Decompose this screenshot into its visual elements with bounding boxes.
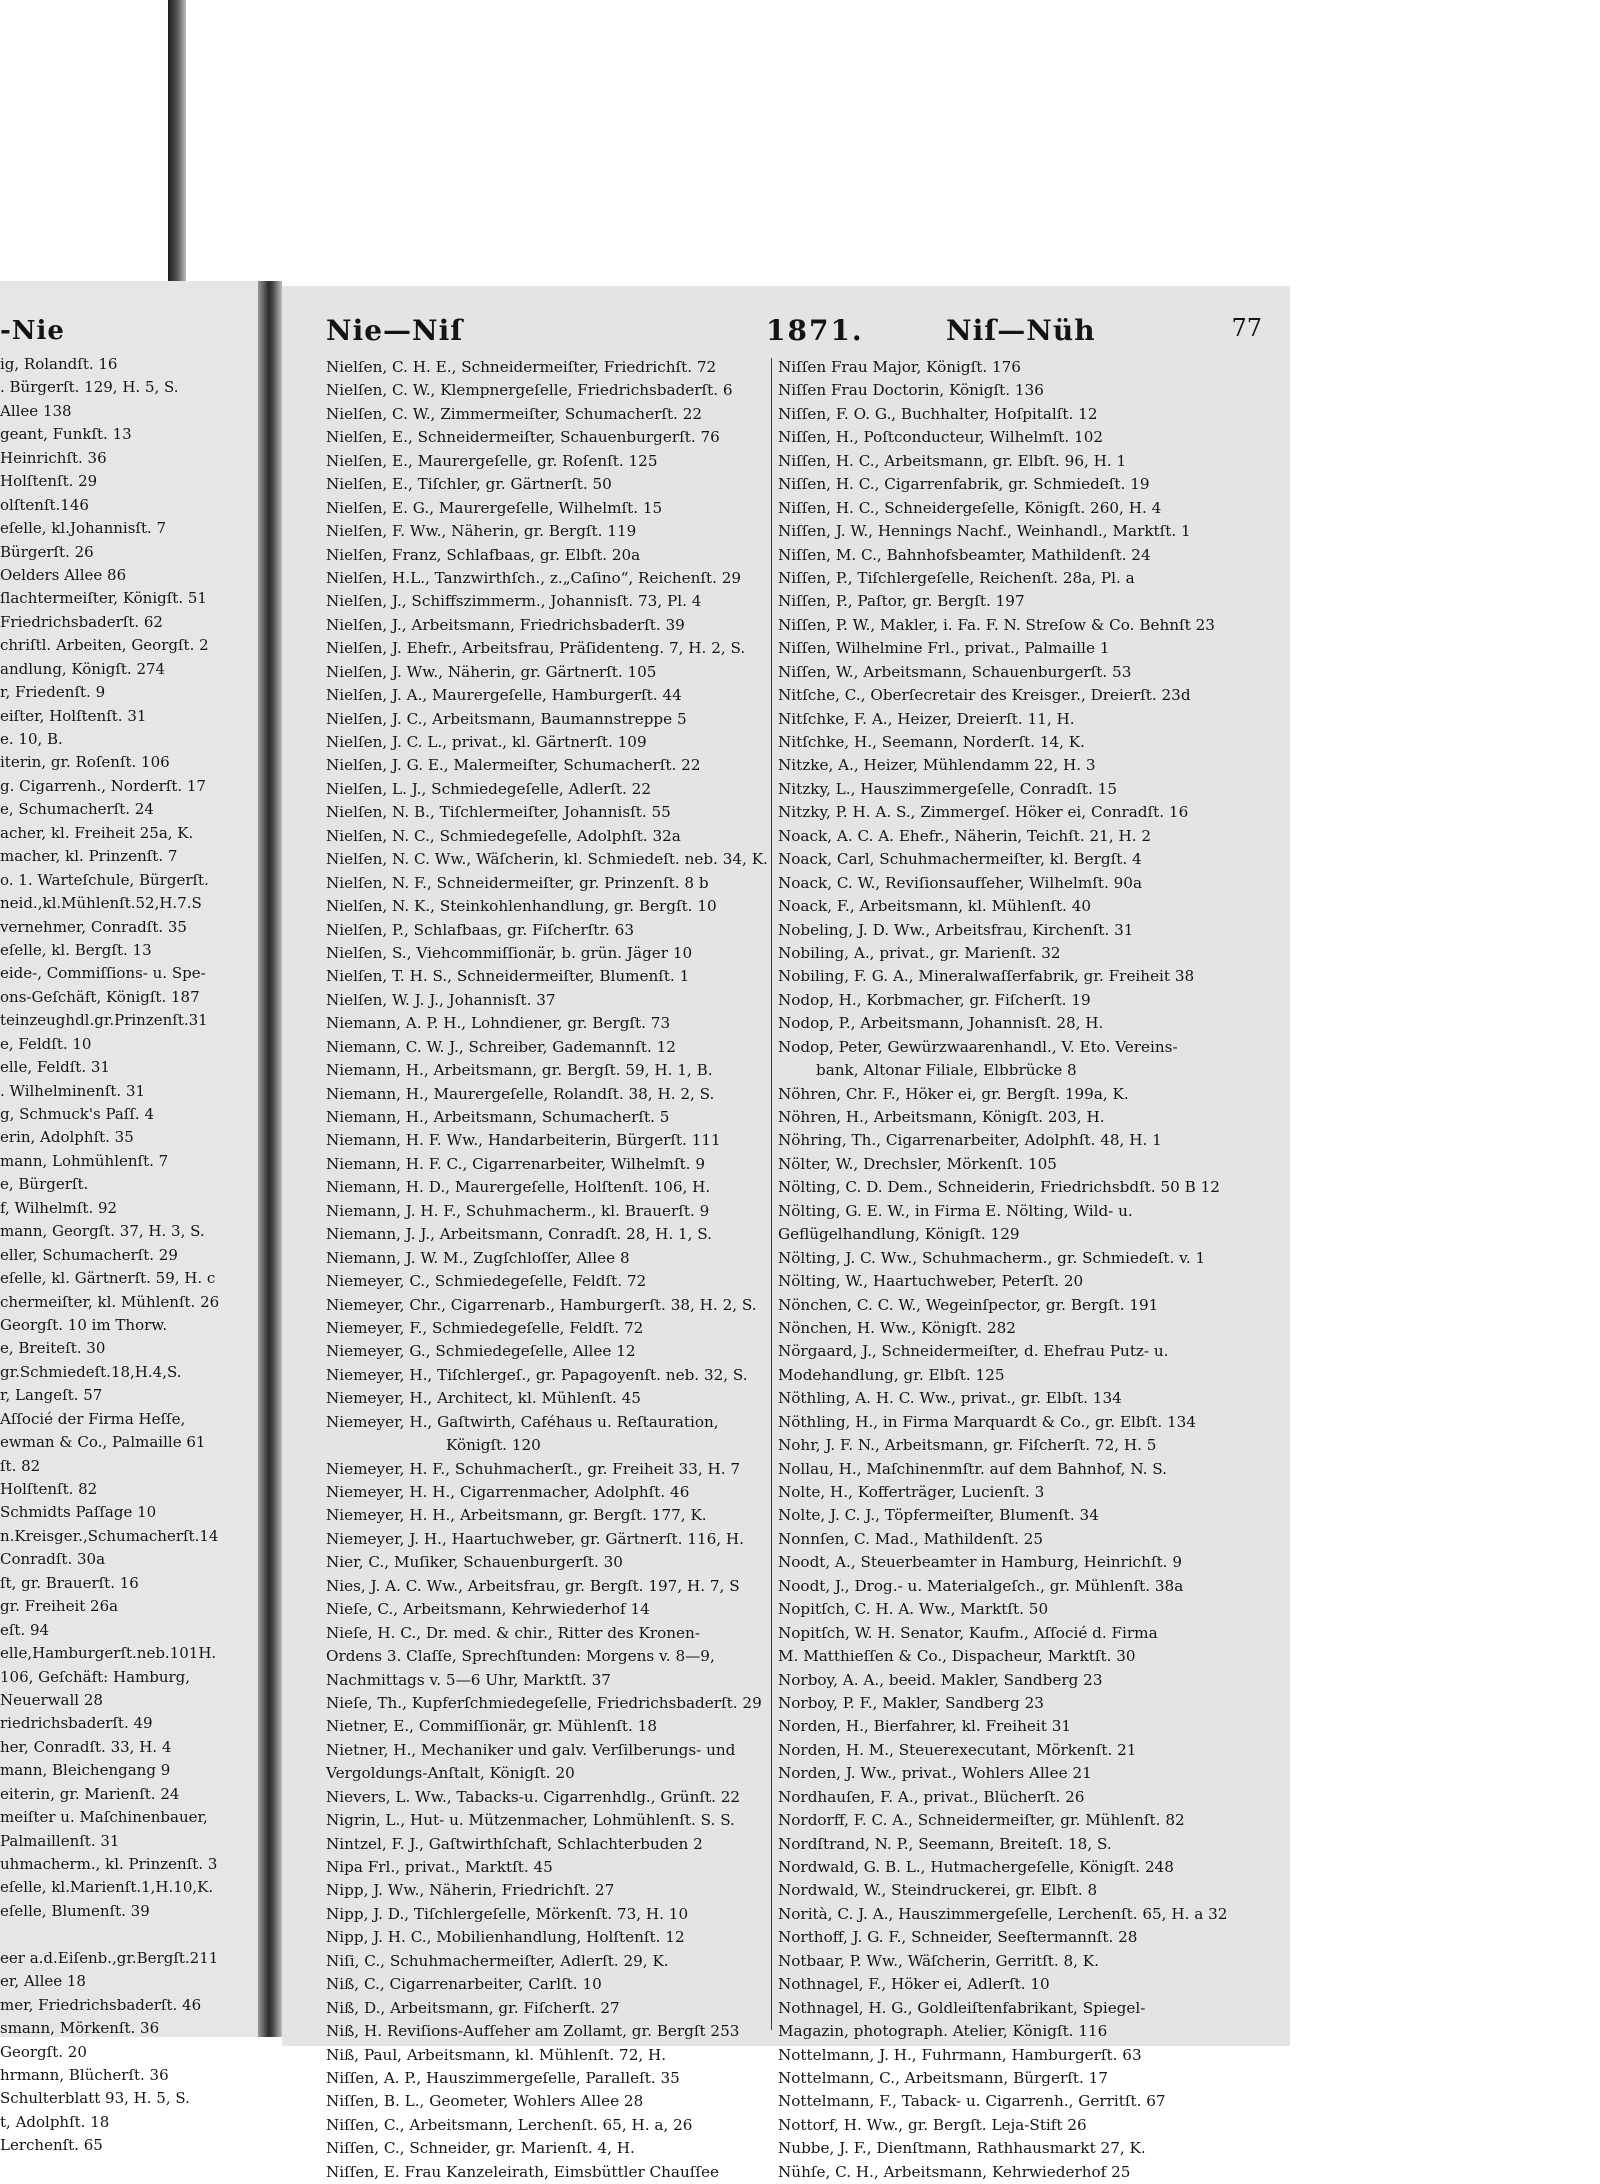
directory-entry: Nohr, J. F. N., Arbeitsmann, gr. Fiſcherſt. 72, H. 5 (778, 1436, 1157, 1455)
directory-entry: Niſi, C., Schuhmachermeiſter, Adlerſt. 29, K. (326, 1951, 669, 1970)
directory-entry: Nielſen, N. F., Schneidermeiſter, gr. Prinzenſt. 8 b (326, 873, 709, 892)
directory-entry: Nordwald, W., Steindruckerei, gr. Elbſt. 8 (778, 1881, 1098, 1900)
previous-page-line: acher, kl. Freiheit 25a, K. (0, 823, 194, 842)
previous-page-line: uhmacherm., kl. Prinzenſt. 3 (0, 1855, 218, 1873)
previous-page-line: eiterin, gr. Marienſt. 24 (0, 1784, 180, 1803)
directory-entry: Nitſche, C., Oberſecretair des Kreisger., Dreierſt. 23d (778, 686, 1191, 705)
previous-page-line: Schmidts Paſſage 10 (0, 1503, 157, 1522)
directory-entry: Niemeyer, Chr., Cigarrenarb., Hamburgerſt. 38, H. 2, S. (326, 1295, 757, 1314)
previous-page-line (0, 1923, 260, 1946)
previous-page-line: meiſter u. Maſchinenbauer, (0, 1808, 208, 1827)
directory-entry: Nottorf, H. Ww., gr. Bergſt. Leja-Stift 26 (778, 2115, 1087, 2134)
directory-entry: Nitſchke, F. A., Heizer, Dreierſt. 11, H. (778, 709, 1075, 728)
directory-entry: Niemann, H., Arbeitsmann, gr. Bergſt. 59, H. 1, B. (326, 1061, 713, 1080)
directory-entry: Ordens 3. Claſſe, Sprechſtunden: Morgens v. 8—9, (326, 1647, 715, 1666)
directory-entry: Noack, C. W., Reviſionsaufſeher, Wilhelmſt. 90a (778, 873, 1143, 892)
previous-page-line: ons-Geſchäft, Königſt. 187 (0, 987, 200, 1006)
directory-entry: Niſſen, W., Arbeitsmann, Schauenburgerſt. 53 (778, 662, 1132, 681)
directory-entry: Königſt. 120 (446, 1436, 541, 1455)
previous-page-line: riedrichsbaderſt. 49 (0, 1714, 153, 1733)
previous-page-line: ſt, gr. Brauerſt. 16 (0, 1573, 139, 1592)
previous-page-line: iterin, gr. Roſenſt. 106 (0, 753, 170, 772)
directory-entry: Nöthling, H., in Firma Marquardt & Co., gr. Elbſt. 134 (778, 1412, 1196, 1431)
directory-entry: Niſſen, Wilhelmine Frl., privat., Palmaille 1 (778, 639, 1110, 658)
previous-page-line: teinzeughdl.gr.Prinzenſt.31 (0, 1011, 208, 1030)
directory-entry: Nollau, H., Maſchinenmſtr. auf dem Bahnhof, N. S. (778, 1459, 1167, 1478)
directory-entry: Nonnſen, C. Mad., Mathildenſt. 25 (778, 1529, 1043, 1548)
directory-entry: Niemann, H. D., Maurergeſelle, Holſtenſt. 106, H. (326, 1178, 711, 1197)
previous-page-line: vernehmer, Conradſt. 35 (0, 917, 187, 936)
directory-entry: Nitzky, P. H. A. S., Zimmergeſ. Höker ei, Conradſt. 16 (778, 803, 1189, 822)
directory-entry: Niß, D., Arbeitsmann, gr. Fiſcherſt. 27 (326, 1998, 620, 2017)
directory-entry: Nielſen, N. B., Tiſchlermeiſter, Johannisſt. 55 (326, 803, 671, 822)
previous-page-line: e. 10, B. (0, 730, 63, 748)
directory-entry: Nietner, H., Mechaniker und galv. Verſilberungs- und (326, 1740, 736, 1759)
directory-entry: Nies, J. A. C. Ww., Arbeitsfrau, gr. Bergſt. 197, H. 7, S (326, 1576, 740, 1595)
entries-column-right (778, 356, 1278, 2184)
directory-entry: Nönchen, H. Ww., Königſt. 282 (778, 1318, 1016, 1337)
previous-page-line: Georgſt. 20 (0, 2042, 87, 2061)
previous-page-line: geant, Funkſt. 13 (0, 425, 132, 444)
directory-entry: Niſſen, H., Poſtconducteur, Wilhelmſt. 102 (778, 428, 1104, 447)
directory-entry: Norboy, P. F., Makler, Sandberg 23 (778, 1693, 1044, 1712)
directory-entry: Nordwald, G. B. L., Hutmachergeſelle, Königſt. 248 (778, 1858, 1174, 1876)
directory-entry: Nobeling, J. D. Ww., Arbeitsfrau, Kirchenſt. 31 (778, 920, 1134, 939)
previous-page-line: 106, Geſchäft: Hamburg, (0, 1667, 191, 1686)
directory-entry: Nielſen, H.L., Tanzwirthſch., z.„Caſino“, Reichenſt. 29 (326, 568, 742, 587)
directory-entry: Niemeyer, H., Architect, kl. Mühlenſt. 45 (326, 1389, 641, 1408)
previous-page-line: eide-, Commiſſions- u. Spe- (0, 964, 206, 983)
directory-entry: Nielſen, C. W., Klempnergeſelle, Friedrichsbaderſt. 6 (326, 381, 733, 400)
directory-entry: Nopitſch, W. H. Senator, Kaufm., Aſſocié d. Firma (778, 1623, 1158, 1642)
directory-entry: Niemann, J. W. M., Zugſchloſſer, Allee 8 (326, 1248, 630, 1267)
directory-entry: Noack, A. C. A. Ehefr., Näherin, Teichſt. 21, H. 2 (778, 826, 1152, 845)
directory-entry: Niſſen, C., Arbeitsmann, Lerchenſt. 65, H. a, 26 (326, 2115, 693, 2134)
previous-page-line: chermeiſter, kl. Mühlenſt. 26 (0, 1292, 220, 1311)
book-edge (168, 0, 186, 300)
directory-entry: Nielſen, E. G., Maurergeſelle, Wilhelmſt. 15 (326, 498, 663, 517)
directory-entry: Nitſchke, H., Seemann, Norderſt. 14, K. (778, 733, 1085, 751)
directory-entry: Nielſen, E., Tiſchler, gr. Gärtnerſt. 50 (326, 475, 612, 494)
previous-page-line: neid.,kl.Mühlenſt.52,H.7.S (0, 894, 202, 913)
previous-page-line: eſelle, Blumenſt. 39 (0, 1901, 150, 1920)
previous-page-line: gr. Freiheit 26a (0, 1597, 119, 1616)
directory-entry: Niſſen, P. W., Makler, i. Fa. F. N. Streſow & Co. Behnſt 23 (778, 615, 1215, 634)
directory-entry: Noodt, J., Drog.- u. Materialgeſch., gr. Mühlenſt. 38a (778, 1576, 1184, 1595)
page-header (326, 314, 1262, 354)
directory-entry: Nölting, J. C. Ww., Schuhmacherm., gr. Schmiedeſt. v. 1 (778, 1248, 1206, 1267)
directory-entry: Nieſe, H. C., Dr. med. & chir., Ritter des Kronen- (326, 1623, 700, 1642)
directory-entry: Nörgaard, J., Schneidermeiſter, d. Ehefrau Putz- u. (778, 1342, 1169, 1361)
directory-entry: Nobiling, A., privat., gr. Marienſt. 32 (778, 943, 1061, 962)
previous-page-line: mann, Bleichengang 9 (0, 1761, 171, 1780)
directory-entry: Nolte, H., Kofferträger, Lucienſt. 3 (778, 1483, 1045, 1501)
directory-entry: Nordhauſen, F. A., privat., Blücherſt. 26 (778, 1787, 1085, 1806)
directory-entry: Niſſen, H. C., Arbeitsmann, gr. Elbſt. 96, H. 1 (778, 451, 1127, 470)
directory-entry: Norden, H., Bierfahrer, kl. Freiheit 31 (778, 1717, 1072, 1736)
directory-entry: Nielſen, S., Viehcommiſſionär, b. grün. Jäger 10 (326, 943, 693, 962)
directory-entry: Niemann, H., Arbeitsmann, Schumacherſt. 5 (326, 1108, 670, 1126)
directory-entry: Nölting, C. D. Dem., Schneiderin, Friedrichsbdſt. 50 B 12 (778, 1178, 1220, 1197)
previous-page-line: n.Kreisger.,Schumacherſt.14 (0, 1526, 219, 1545)
directory-entry: Nietner, E., Commiſſionär, gr. Mühlenſt. 18 (326, 1717, 657, 1736)
directory-entry: Niß, C., Cigarrenarbeiter, Carlſt. 10 (326, 1975, 602, 1994)
previous-page-line: eſelle, kl. Gärtnerſt. 59, H. c (0, 1269, 216, 1288)
directory-entry: Niemann, J. H. F., Schuhmacherm., kl. Brauerſt. 9 (326, 1201, 710, 1220)
directory-entry: Nielſen, T. H. S., Schneidermeiſter, Blumenſt. 1 (326, 967, 690, 986)
previous-page-line: chriſtl. Arbeiten, Georgſt. 2 (0, 636, 209, 655)
directory-entry: Niemann, C. W. J., Schreiber, Gademannſt. 12 (326, 1037, 676, 1056)
previous-page-line: gr.Schmiedeſt.18,H.4,S. (0, 1362, 182, 1381)
previous-page-line: ſt. 82 (0, 1456, 41, 1475)
directory-entry: Niß, Paul, Arbeitsmann, kl. Mühlenſt. 72, H. (326, 2045, 667, 2064)
directory-entry: Nordorff, F. C. A., Schneidermeiſter, gr. Mühlenſt. 82 (778, 1811, 1185, 1830)
directory-entry: Nigrin, L., Hut- u. Mützenmacher, Lohmühlenſt. S. S. (326, 1811, 735, 1830)
previous-page-line: Allee 138 (0, 401, 72, 420)
directory-entry: Norden, J. Ww., privat., Wohlers Allee 21 (778, 1764, 1092, 1783)
directory-entry: Nothnagel, H. G., Goldleiſtenfabrikant, Spiegel- (778, 1998, 1146, 2017)
directory-entry: Niſſen, J. W., Hennings Nachf., Weinhandl., Marktſt. 1 (778, 522, 1191, 541)
directory-entry: Niſſen, A. P., Hauszimmergeſelle, Paralleſt. 35 (326, 2068, 680, 2087)
previous-page-line: eſt. 94 (0, 1620, 50, 1639)
directory-entry: Nölting, W., Haartuchweber, Peterſt. 20 (778, 1272, 1084, 1291)
previous-page-line: . Bürgerſt. 129, H. 5, S. (0, 378, 179, 397)
header-range-left: Nie—Niſ (326, 314, 464, 347)
directory-entry: Vergoldungs-Anſtalt, Königſt. 20 (326, 1764, 575, 1783)
directory-entry: Nielſen, N. C. Ww., Wäſcherin, kl. Schmiedeſt. neb. 34, K. (326, 850, 768, 869)
previous-page-line: ſlachtermeiſter, Königſt. 51 (0, 589, 207, 608)
directory-entry: Northoff, J. G. F., Schneider, Seeſtermannſt. 28 (778, 1928, 1138, 1947)
directory-entry: Niemeyer, H., Gaſtwirth, Caféhaus u. Reſtauration, (326, 1412, 719, 1431)
directory-entry: Nölter, W., Drechsler, Mörkenſt. 105 (778, 1154, 1057, 1173)
directory-entry: Nopitſch, C. H. A. Ww., Marktſt. 50 (778, 1600, 1049, 1619)
previous-page-line: Aſſocié der Firma Heſſe, (0, 1409, 186, 1428)
previous-page-line: g, Schmuck's Paſſ. 4 (0, 1105, 154, 1123)
previous-page-line: e, Feldſt. 10 (0, 1034, 92, 1053)
directory-entry: bank, Altonar Filiale, Elbbrücke 8 (816, 1061, 1077, 1080)
directory-entry: Nielſen, N. C., Schmiedegeſelle, Adolphſt. 32a (326, 826, 681, 845)
directory-entry: Nielſen, E., Maurergeſelle, gr. Roſenſt. 125 (326, 451, 658, 470)
directory-entry: Nielſen, J. C. L., privat., kl. Gärtnerſt. 109 (326, 733, 647, 751)
directory-entry: Niemeyer, H. F., Schuhmacherſt., gr. Freiheit 33, H. 7 (326, 1459, 741, 1478)
previous-page-entries (0, 353, 260, 2158)
previous-page-line: Schulterblatt 93, H. 5, S. (0, 2089, 190, 2108)
directory-entry: Nier, C., Muſiker, Schauenburgerſt. 30 (326, 1553, 623, 1572)
previous-page-line: mann, Georgſt. 37, H. 3, S. (0, 1222, 205, 1241)
directory-entry: Nöhring, Th., Cigarrenarbeiter, Adolphſt. 48, H. 1 (778, 1131, 1162, 1150)
directory-entry: Nielſen, E., Schneidermeiſter, Schauenburgerſt. 76 (326, 428, 720, 447)
previous-page-line: g. Cigarrenh., Norderſt. 17 (0, 776, 206, 795)
directory-entry: Nottelmann, J. H., Fuhrmann, Hamburgerſt. 63 (778, 2045, 1142, 2064)
directory-page (282, 286, 1290, 2181)
directory-entry: M. Matthieſſen & Co., Dispacheur, Marktſt. 30 (778, 1647, 1136, 1666)
previous-page-line: andlung, Königſt. 274 (0, 659, 166, 678)
directory-entry: Niſſen Frau Doctorin, Königſt. 136 (778, 381, 1044, 400)
previous-page-line: e, Breiteſt. 30 (0, 1339, 106, 1358)
previous-page-line: e, Schumacherſt. 24 (0, 800, 154, 819)
directory-entry: Nielſen, J. Ehefr., Arbeitsfrau, Präſidenteng. 7, H. 2, S. (326, 639, 746, 658)
directory-entry: Niemeyer, H. H., Arbeitsmann, gr. Bergſt. 177, K. (326, 1506, 707, 1525)
directory-entry: Nordſtrand, N. P., Seemann, Breiteſt. 18, S. (778, 1834, 1112, 1853)
directory-entry: Niemann, H. F. C., Cigarrenarbeiter, Wilhelmſt. 9 (326, 1154, 705, 1173)
previous-page-line: smann, Mörkenſt. 36 (0, 2019, 160, 2038)
directory-entry: Nipp, J. Ww., Näherin, Friedrichſt. 27 (326, 1881, 615, 1900)
previous-page-line: . Wilhelminenſt. 31 (0, 1081, 146, 1100)
directory-entry: Nodop, Peter, Gewürzwaarenhandl., V. Eto. Vereins- (778, 1037, 1178, 1056)
page-gutter (258, 281, 282, 2037)
directory-entry: Noack, Carl, Schuhmachermeiſter, kl. Bergſt. 4 (778, 850, 1142, 869)
previous-page-line: Neuerwall 28 (0, 1690, 103, 1709)
previous-page-line: mer, Friedrichsbaderſt. 46 (0, 1995, 202, 2014)
previous-page-line: r, Langeſt. 57 (0, 1386, 103, 1405)
directory-entry: Nitzky, L., Hauszimmergeſelle, Conradſt. 15 (778, 779, 1117, 798)
directory-entry: Nielſen, J. Ww., Näherin, gr. Gärtnerſt. 105 (326, 662, 657, 681)
entries-column-left (326, 356, 774, 2184)
directory-entry: Niemann, A. P. H., Lohndiener, gr. Bergſt. 73 (326, 1014, 671, 1033)
previous-page-line: hrmann, Blücherſt. 36 (0, 2065, 169, 2084)
directory-entry: Niemeyer, J. H., Haartuchweber, gr. Gärtnerſt. 116, H. (326, 1529, 744, 1548)
directory-entry: Notbaar, P. Ww., Wäſcherin, Gerritſt. 8, K. (778, 1951, 1099, 1970)
directory-entry: Niemann, J. J., Arbeitsmann, Conradſt. 28, H. 1, S. (326, 1225, 712, 1244)
directory-entry: Nitzke, A., Heizer, Mühlendamm 22, H. 3 (778, 756, 1096, 775)
previous-page-line: f, Wilhelmſt. 92 (0, 1198, 118, 1217)
directory-entry: Norità, C. J. A., Hauszimmergeſelle, Lerchenſt. 65, H. a 32 (778, 1904, 1228, 1923)
directory-entry: Nodop, P., Arbeitsmann, Johannisſt. 28, H. (778, 1014, 1104, 1033)
directory-entry: Niemeyer, H. H., Cigarrenmacher, Adolphſt. 46 (326, 1483, 690, 1501)
directory-entry: Nielſen, W. J. J., Johannisſt. 37 (326, 990, 556, 1009)
previous-page-line: e, Bürgerſt. (0, 1175, 89, 1194)
directory-entry: Niemeyer, C., Schmiedegeſelle, Feldſt. 72 (326, 1272, 647, 1291)
directory-entry: Nievers, L. Ww., Tabacks-u. Cigarrenhdlg., Grünſt. 22 (326, 1787, 741, 1806)
directory-entry: Nielſen, C. H. E., Schneidermeiſter, Friedrichſt. 72 (326, 358, 717, 376)
previous-page-line: olſtenſt.146 (0, 495, 89, 514)
directory-entry: Nobiling, F. G. A., Mineralwaſſerfabrik, gr. Freiheit 38 (778, 967, 1195, 986)
directory-entry: Nipp, J. H. C., Mobilienhandlung, Holſtenſt. 12 (326, 1928, 685, 1947)
previous-page-line: Conradſt. 30a (0, 1550, 106, 1569)
directory-entry: Nintzel, F. J., Gaſtwirthſchaft, Schlachterbuden 2 (326, 1834, 703, 1853)
directory-entry: Nönchen, C. C. W., Wegeinſpector, gr. Bergſt. 191 (778, 1295, 1159, 1314)
directory-entry: Niemeyer, G., Schmiedegeſelle, Allee 12 (326, 1342, 636, 1361)
previous-page-line: Holſtenſt. 29 (0, 472, 98, 491)
directory-entry: Nölting, G. E. W., in Firma E. Nölting, Wild- u. (778, 1201, 1133, 1220)
directory-entry: Nielſen, C. W., Zimmermeiſter, Schumacherſt. 22 (326, 404, 703, 423)
directory-entry: Niemeyer, H., Tiſchlergeſ., gr. Papagoyenſt. neb. 32, S. (326, 1365, 748, 1384)
directory-entry: Nielſen, J. C., Arbeitsmann, Baumannstreppe 5 (326, 709, 687, 728)
previous-page-line: Friedrichsbaderſt. 62 (0, 612, 163, 631)
directory-entry: Nielſen, Franz, Schlafbaas, gr. Elbſt. 20a (326, 545, 641, 564)
previous-page-line: her, Conradſt. 33, H. 4 (0, 1737, 172, 1756)
directory-entry: Nielſen, N. K., Steinkohlenhandlung, gr. Bergſt. 10 (326, 897, 717, 916)
directory-entry: Noodt, A., Steuerbeamter in Hamburg, Heinrichſt. 9 (778, 1553, 1183, 1572)
directory-entry: Nielſen, J. G. E., Malermeiſter, Schumacherſt. 22 (326, 756, 701, 775)
header-range-right: Niſ—Nüh (946, 314, 1096, 347)
previous-page-line: Bürgerſt. 26 (0, 542, 94, 561)
directory-entry: Nipa Frl., privat., Marktſt. 45 (326, 1858, 553, 1876)
directory-entry: Nolte, J. C. J., Töpfermeiſter, Blumenſt. 34 (778, 1506, 1099, 1525)
directory-entry: Nielſen, F. Ww., Näherin, gr. Bergſt. 119 (326, 522, 637, 541)
directory-entry: Niſſen, M. C., Bahnhofsbeamter, Mathildenſt. 24 (778, 545, 1151, 564)
directory-entry: Niſſen, B. L., Geometer, Wohlers Allee 28 (326, 2092, 644, 2111)
previous-page-line: ewman & Co., Palmaille 61 (0, 1433, 206, 1452)
column-divider (771, 358, 772, 2030)
directory-entry: Nothnagel, F., Höker ei, Adlerſt. 10 (778, 1975, 1050, 1994)
previous-page-line: o. 1. Warteſchule, Bürgerſt. (0, 870, 209, 889)
previous-page-line: eiſter, Holſtenſt. 31 (0, 706, 147, 725)
previous-page-line: eſelle, kl.Marienſt.1,H.10,K. (0, 1878, 214, 1897)
directory-entry: Nühſe, C. H., Arbeitsmann, Kehrwiederhof 25 (778, 2162, 1131, 2181)
directory-entry: Modehandlung, gr. Elbſt. 125 (778, 1365, 1005, 1384)
previous-page-line: mann, Lohmühlenſt. 7 (0, 1151, 169, 1170)
previous-page-line: Palmaillenſt. 31 (0, 1831, 120, 1850)
previous-page-line: ig, Rolandſt. 16 (0, 355, 118, 373)
previous-page-line: macher, kl. Prinzenſt. 7 (0, 847, 178, 866)
directory-entry: Niſſen, P., Paſtor, gr. Bergſt. 197 (778, 592, 1025, 611)
previous-page-line: eſelle, kl.Johannisſt. 7 (0, 519, 167, 538)
directory-entry: Norden, H. M., Steuerexecutant, Mörkenſt. 21 (778, 1740, 1137, 1759)
previous-page-line: Holſtenſt. 82 (0, 1480, 98, 1498)
previous-page-line: elle,Hamburgerſt.neb.101H. (0, 1644, 217, 1663)
directory-entry: Nachmittags v. 5—6 Uhr, Marktſt. 37 (326, 1670, 611, 1689)
directory-entry: Nottelmann, F., Taback- u. Cigarrenh., Gerritſt. 67 (778, 2092, 1166, 2111)
previous-page-header: -Nie (0, 316, 65, 346)
directory-entry: Norboy, A. A., beeid. Makler, Sandberg 23 (778, 1670, 1103, 1689)
directory-entry: Niſſen, P., Tiſchlergeſelle, Reichenſt. 28a, Pl. a (778, 568, 1135, 587)
directory-entry: Niſſen, F. O. G., Buchhalter, Hoſpitalſt. 12 (778, 404, 1098, 423)
previous-page-line: eller, Schumacherſt. 29 (0, 1245, 178, 1264)
directory-entry: Nöthling, A. H. C. Ww., privat., gr. Elbſt. 134 (778, 1389, 1122, 1408)
directory-entry: Nubbe, J. F., Dienſtmann, Rathhausmarkt 27, K. (778, 2139, 1146, 2158)
directory-entry: Noack, F., Arbeitsmann, kl. Mühlenſt. 40 (778, 897, 1092, 916)
previous-page-line: Oelders Allee 86 (0, 565, 127, 584)
previous-page-line: er, Allee 18 (0, 1972, 86, 1991)
directory-entry: Niß, H. Reviſions-Aufſeher am Zollamt, gr. Bergſt 253 (326, 2022, 740, 2041)
directory-entry: Nottelmann, C., Arbeitsmann, Bürgerſt. 17 (778, 2068, 1108, 2087)
directory-entry: Niemann, H. F. Ww., Handarbeiterin, Bürgerſt. 111 (326, 1131, 721, 1150)
directory-entry: Niſſen, E. Frau Kanzeleirath, Eimsbüttler Chauſſee (326, 2162, 719, 2181)
previous-page-line: elle, Feldſt. 31 (0, 1058, 110, 1077)
directory-entry: Nieſe, C., Arbeitsmann, Kehrwiederhof 14 (326, 1600, 650, 1619)
directory-entry: Geflügelhandlung, Königſt. 129 (778, 1225, 1020, 1244)
directory-entry: Nöhren, H., Arbeitsmann, Königſt. 203, H. (778, 1108, 1105, 1126)
directory-entry: Nielſen, J., Arbeitsmann, Friedrichsbaderſt. 39 (326, 615, 685, 634)
previous-page-line: erin, Adolphſt. 35 (0, 1128, 134, 1147)
directory-entry: Niemann, H., Maurergeſelle, Rolandſt. 38, H. 2, S. (326, 1084, 715, 1103)
directory-entry: Nielſen, P., Schlafbaas, gr. Fiſcherſtr. 63 (326, 920, 634, 939)
directory-entry: Magazin, photograph. Atelier, Königſt. 116 (778, 2022, 1108, 2041)
directory-entry: Nielſen, J., Schiffszimmerm., Johannisſt. 73, Pl. 4 (326, 592, 702, 611)
header-year: 1871. (766, 314, 864, 347)
directory-entry: Niſſen, H. C., Cigarrenfabrik, gr. Schmiedeſt. 19 (778, 475, 1150, 494)
directory-entry: Nodop, H., Korbmacher, gr. Fiſcherſt. 19 (778, 990, 1091, 1009)
previous-page-line: Georgſt. 10 im Thorw. (0, 1315, 168, 1334)
directory-entry: Nipp, J. D., Tiſchlergeſelle, Mörkenſt. 73, H. 10 (326, 1904, 689, 1923)
previous-page-fragment (0, 281, 258, 2155)
previous-page-line: Heinrichſt. 36 (0, 448, 107, 467)
previous-page-line: eſelle, kl. Bergſt. 13 (0, 940, 152, 959)
previous-page-line: Lerchenſt. 65 (0, 2136, 103, 2155)
directory-entry: Niſſen, H. C., Schneidergeſelle, Königſt. 260, H. 4 (778, 498, 1162, 517)
directory-entry: Niſſen Frau Major, Königſt. 176 (778, 358, 1021, 376)
page-number: 77 (1231, 314, 1262, 342)
previous-page-line: r, Friedenſt. 9 (0, 683, 106, 702)
directory-entry: Nöhren, Chr. F., Höker ei, gr. Bergſt. 199a, K. (778, 1084, 1129, 1103)
directory-entry: Niemeyer, F., Schmiedegeſelle, Feldſt. 72 (326, 1318, 644, 1337)
directory-entry: Nielſen, L. J., Schmiedegeſelle, Adlerſt. 22 (326, 779, 651, 798)
directory-entry: Nieſe, Th., Kupferſchmiedegeſelle, Friedrichsbaderſt. 29 (326, 1693, 762, 1712)
previous-page-line: eer a.d.Eiſenb.,gr.Bergſt.211 (0, 1948, 219, 1967)
directory-entry: Nielſen, J. A., Maurergeſelle, Hamburgerſt. 44 (326, 686, 682, 705)
previous-page-line: t, Adolphſt. 18 (0, 2112, 110, 2131)
directory-entry: Niſſen, C., Schneider, gr. Marienſt. 4, H. (326, 2139, 635, 2158)
